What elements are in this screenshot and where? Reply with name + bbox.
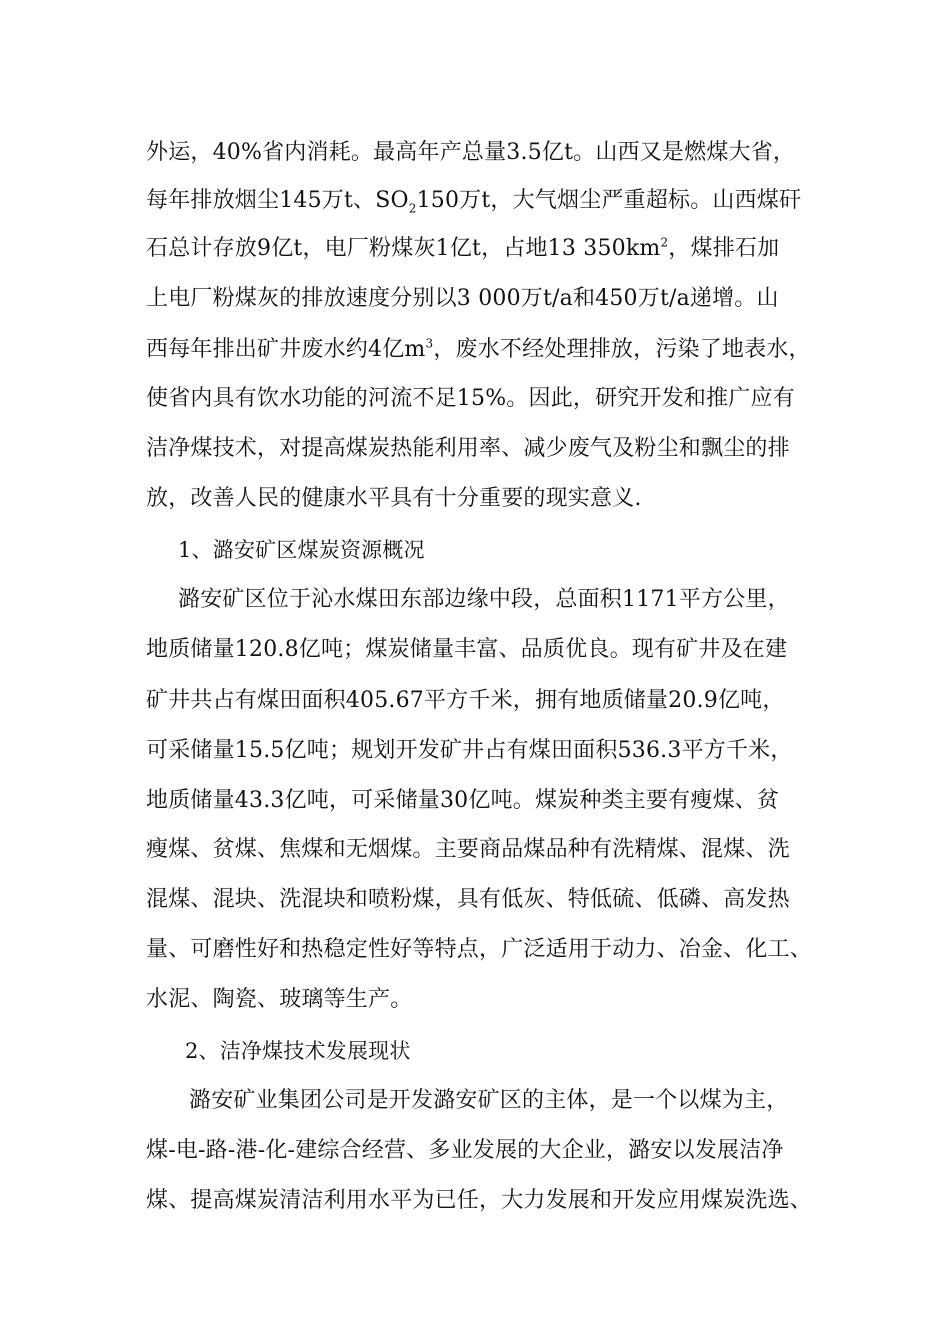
paragraph2-line-5: 地质储量43.3亿吨，可采储量30亿吨。煤炭种类主要有瘦煤、贫 (146, 788, 780, 813)
paragraph2-line-4: 可采储量15.5亿吨；规划开发矿井占有煤田面积536.3平方千米， (146, 738, 793, 763)
paragraph1-line-5-text: 西每年排出矿井废水约4亿m (146, 337, 426, 362)
paragraph1-line-7: 洁净煤技术，对提高煤炭热能利用率、减少废气及粉尘和飘尘的排 (146, 436, 790, 461)
paragraph2-line-9: 水泥、陶瓷、玻璃等生产。 (146, 987, 413, 1012)
paragraph1-line-5 (146, 335, 811, 365)
paragraph1-line-3-text: 石总计存放9亿t，电厂粉煤灰1亿t，占地13 350km (146, 236, 661, 261)
paragraph2-line-6: 瘦煤、贫煤、焦煤和无烟煤。主要商品煤品种有洗精煤、混煤、洗 (146, 837, 790, 862)
paragraph1-line-8: 放，改善人民的健康水平具有十分重要的现实意义. (146, 486, 642, 511)
paragraph1-line-1: 外运，40%省内消耗。最高年产总量3.5亿t。山西又是燃煤大省， (146, 140, 796, 165)
paragraph2-line-8: 量、可磨性好和热稳定性好等特点，广泛适用于动力、冶金、化工、 (146, 937, 813, 962)
section-heading-1: 1、潞安矿区煤炭资源概况 (178, 538, 425, 562)
paragraph3-line-1: 潞安矿业集团公司是开发潞安矿区的主体，是一个以煤为主， (189, 1088, 789, 1113)
km2-superscript: 2 (660, 235, 669, 250)
section-heading-2: 2、洁净煤技术发展现状 (185, 1039, 411, 1063)
paragraph1-line-3-tail: ，煤排石加 (668, 236, 780, 261)
paragraph2-line-7: 混煤、混块、洗混块和喷粉煤，具有低灰、特低硫、低磷、高发热 (146, 887, 790, 912)
paragraph1-line-2 (146, 186, 801, 216)
paragraph1-line-2-text: 每年排放烟尘145万t、SO (146, 188, 409, 213)
m3-superscript: 3 (425, 336, 434, 351)
paragraph1-line-5-tail: ，废水不经处理排放，污染了地表水， (433, 337, 811, 362)
paragraph3-line-2: 煤-电-路-港-化-建综合经营、多业发展的大企业，潞安以发展洁净 (146, 1138, 784, 1163)
paragraph1-line-4: 上电厂粉煤灰的排放速度分别以3 000万t/a和450万t/a递增。山 (146, 286, 779, 311)
paragraph1-line-2-tail: 150万t，大气烟尘严重超标。山西煤矸 (416, 188, 802, 213)
paragraph3-line-3: 煤、提高煤炭清洁利用水平为已任，大力发展和开发应用煤炭洗选、 (146, 1188, 813, 1213)
paragraph1-line-3 (146, 234, 779, 264)
paragraph2-line-3: 矿井共占有煤田面积405.67平方千米，拥有地质储量20.9亿吨， (146, 688, 785, 713)
paragraph2-line-1: 潞安矿区位于沁水煤田东部边缘中段，总面积1171平方公里， (178, 587, 790, 612)
paragraph2-line-2: 地质储量120.8亿吨；煤炭储量丰富、品质优良。现有矿井及在建 (146, 637, 788, 662)
paragraph1-line-6: 使省内具有饮水功能的河流不足15%。因此，研究开发和推广应有 (146, 386, 795, 411)
so2-subscript: 2 (408, 201, 417, 216)
